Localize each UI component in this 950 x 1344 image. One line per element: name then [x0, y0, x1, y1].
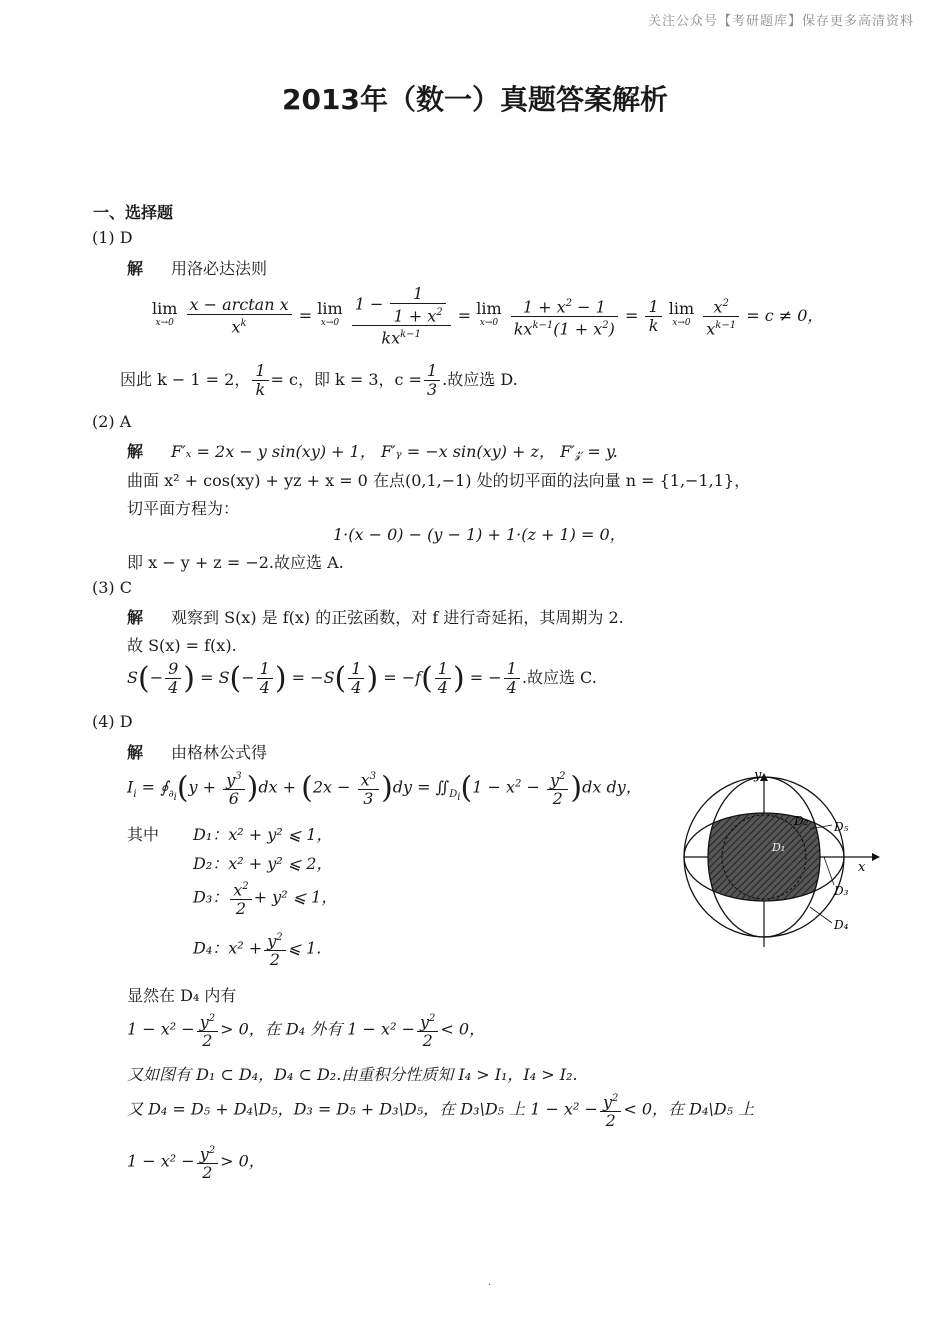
q2-partials-line: 解 F′ₓ = 2x − y sin(xy) + 1， F′ᵧ = −x sin(xy) + z， F′𝓏 = y. [127, 442, 618, 461]
q2-label: (2) A [92, 412, 132, 431]
region-diagram [682, 767, 882, 957]
figure-label-d4: D₄ [834, 918, 849, 932]
q4-figure-text: 又如图有 D₁ ⊂ D₄，D₄ ⊂ D₂.由重积分性质知 I₄ > I₁，I₄ > I₂. [127, 1065, 578, 1084]
q4-final: 1 − x² − $\frac{y^2}{2}$ > 0， [127, 1142, 265, 1182]
q1-limit-equation: lim x→0 $\frac{\text{x − arctan x}}{x^k}$ = lim x→0 1 − $\frac{1}{1 + x^2}$ $kx^{k-1}$ = lim x→0 $\frac{1 + x^2 - 1}{kx^{k-1}(1 + x^2)}$ = $\frac{1}{k}$ lim x→0 $\frac{x^2}{x^{k-1}}$ = c ≠ 0， [152, 284, 824, 348]
watermark-text: 关注公众号【考研题库】保存更多高清资料 [647, 14, 914, 29]
q4-green-formula: $I_i$ = $∮_{\partial_i}(y$ + $\frac{y^3}{6}$ )dx + (2x − $\frac{x^3}{3}$ )$dy = ∬_{D_i}(1 - x^2$ − $\frac{y^2}{2}$ )dx dy， [127, 768, 642, 808]
figure-label-d1: D₁ [772, 841, 786, 854]
q1-method-line [127, 256, 267, 279]
q3-evaluation: S(− $\frac{9}{4}$ ) = S(− $\frac{1}{4}$ ) = −S( $\frac{1}{4}$ ) = −f( $\frac{1}{4}$ ) = − $\frac{1}{4}$ .故应选 C. [127, 659, 597, 697]
q4-method-line: 解 由格林公式得 [127, 743, 268, 762]
q4-where: 其中 [127, 825, 160, 844]
q4-sign-statement: 1 − x² − $\frac{y^2}{2}$ > 0，在 D₄ 外有 1 − x² − $\frac{y^2}{2}$ < 0， [127, 1010, 485, 1050]
q4-d4: D₄：x² + $\frac{y^2}{2}$ ⩽ 1. [193, 929, 321, 969]
q4-d1: D₁：x² + y² ⩽ 1， [193, 825, 333, 844]
q2-partials: F′ₓ = 2x − y sin(xy) + 1， F′ᵧ = −x sin(xy) + z， F′𝓏 = y. [171, 442, 618, 461]
q1-method: 用洛必达法则 [171, 259, 268, 278]
q2-plane-equation: 1·(x − 0) − (y − 1) + 1·(z + 1) = 0， [333, 525, 626, 544]
region-figure [682, 767, 882, 962]
q4-d2: D₂：x² + y² ⩽ 2， [193, 854, 333, 873]
section-heading: 一、选择题 [93, 203, 174, 222]
q2-result: 即 x − y + z = −2.故应选 A. [127, 553, 344, 572]
q4-inside: 显然在 D₄ 内有 [127, 986, 237, 1005]
q3-label: (3) C [92, 578, 132, 597]
page-title: 2013年（数一）真题答案解析 [282, 83, 668, 116]
q1-sol-label: 解 [127, 259, 144, 278]
q4-method: 由格林公式得 [171, 743, 268, 762]
q1-label: (1) D [92, 228, 133, 247]
figure-label-d2: D₂ [794, 814, 809, 828]
figure-axis-x-label: x [858, 860, 866, 875]
page-dot: · [488, 1280, 492, 1291]
q2-surface: 曲面 x² + cos(xy) + yz + x = 0 在点(0,1,−1) 处的切平面的法向量 n = {1,−1,1}， [127, 471, 751, 490]
q1-conclusion: 因此 k − 1 = 2， $\frac{1}{k}$ = c，即 k = 3，c = $\frac{1}{3}$ .故应选 D. [120, 361, 518, 399]
q3-so: 故 S(x) = f(x). [127, 636, 237, 655]
q4-decomposition: 又 D₄ = D₅ + D₄\D₅，D₃ = D₅ + D₃\D₅，在 D₃\D₅ 上 1 − x² − $\frac{y^2}{2}$ < 0，在 D₄\D₅ 上 [127, 1090, 754, 1130]
q3-observe-line: 解 观察到 S(x) 是 f(x) 的正弦函数，对 f 进行奇延拓，其周期为 2. [127, 608, 624, 627]
figure-label-d5: D₅ [834, 820, 849, 834]
q2-plane-intro: 切平面方程为： [127, 499, 240, 518]
figure-axis-y-label: y [754, 768, 762, 783]
figure-label-d3: D₃ [834, 884, 849, 898]
q3-observe: 观察到 S(x) 是 f(x) 的正弦函数，对 f 进行奇延拓，其周期为 2. [171, 608, 624, 627]
q4-d3: D₃： $\frac{x^2}{2}$ + y² ⩽ 1， [193, 878, 337, 918]
q4-label: (4) D [92, 712, 133, 731]
x-axis-arrow-icon [872, 853, 880, 861]
